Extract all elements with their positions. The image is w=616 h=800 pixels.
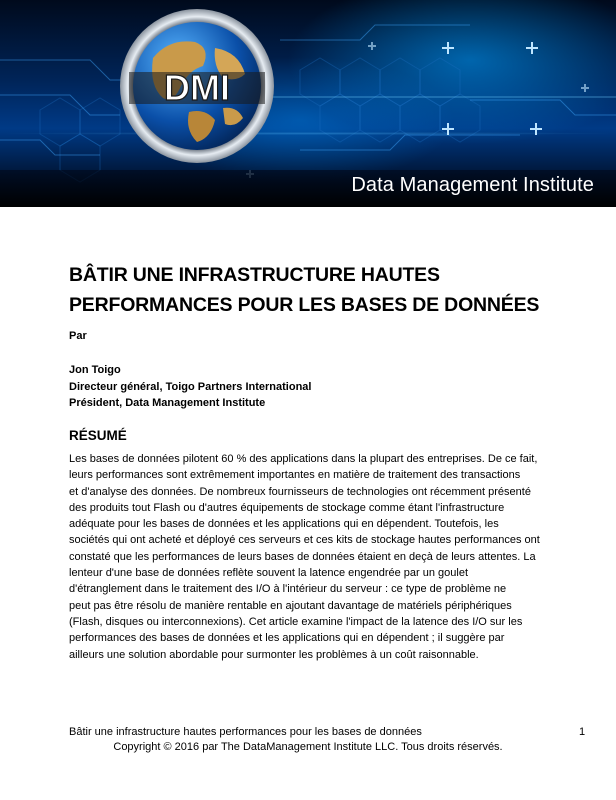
summary-line: leurs performances sont extrêmement importantes en matière de traitement des transactions [69,469,521,482]
banner-title: Data Management Institute [351,174,594,196]
author-block [69,362,311,412]
author-role: Directeur général, Toigo Partners International [69,380,312,393]
sparkle-icons [246,42,589,178]
page-number: 1 [579,726,586,738]
summary-line: d'étranglement dans le traitement des I/O à l'intérieur du serveur : ce type de problème ne [69,583,507,596]
summary-line: et d'analyse des données. De nombreux fournisseurs de technologies ont récemment présenté [69,485,531,498]
author-role: Président, Data Management Institute [69,397,266,409]
summary-line: des produits tout Flash ou d'autres équipements de stockage comme étant l'infrastructure [69,501,505,514]
summary-line: Les bases de données pilotent 60 % des applications dans la plupart des entreprises. De ce fait, [69,453,538,465]
summary-heading: RÉSUMÉ [69,428,127,443]
title-line: BÂTIR UNE INFRASTRUCTURE HAUTES [69,264,440,286]
title-line: PERFORMANCES POUR LES BASES DE DONNÉES [69,294,540,316]
header-banner [0,0,616,207]
summary-line: performances des bases de données et les applications qui en dépendent ; il suggère par [69,632,505,645]
footer-title: Bâtir une infrastructure hautes performances pour les bases de données [69,726,422,738]
by-label: Par [69,330,87,342]
summary-line: lenteur d'une base de données reflète souvent la latence engendrée par un goulet [69,567,469,580]
summary-line: (Flash, disques ou interconnexions). Cet article examine l'impact de la latence des I/O sur les [69,615,523,628]
logo-text: DMI [164,67,230,108]
summary-paragraph [69,451,549,663]
summary-line: peut pas être résolu de manière rentable en ajoutant davantage de matériels périphériques [69,599,512,612]
summary-line: constaté que les performances de leurs bases de données étaient en deçà de leurs attentes. La [69,550,536,563]
summary-line: ailleurs une solution abordable pour surmonter les problèmes à un coût raisonnable. [69,648,479,661]
summary-line: sociétés qui ont acheté et déployé ces serveurs et ces kits de stockage hautes performances ont [69,534,540,547]
dmi-logo [119,8,275,164]
copyright-notice: Copyright © 2016 par The DataManagement Institute LLC. Tous droits réservés. [113,741,503,753]
summary-line: adéquate pour les bases de données et les applications qui en dépendent. Toutefois, les [69,518,499,531]
author-name: Jon Toigo [69,364,121,376]
document-title [69,260,569,320]
